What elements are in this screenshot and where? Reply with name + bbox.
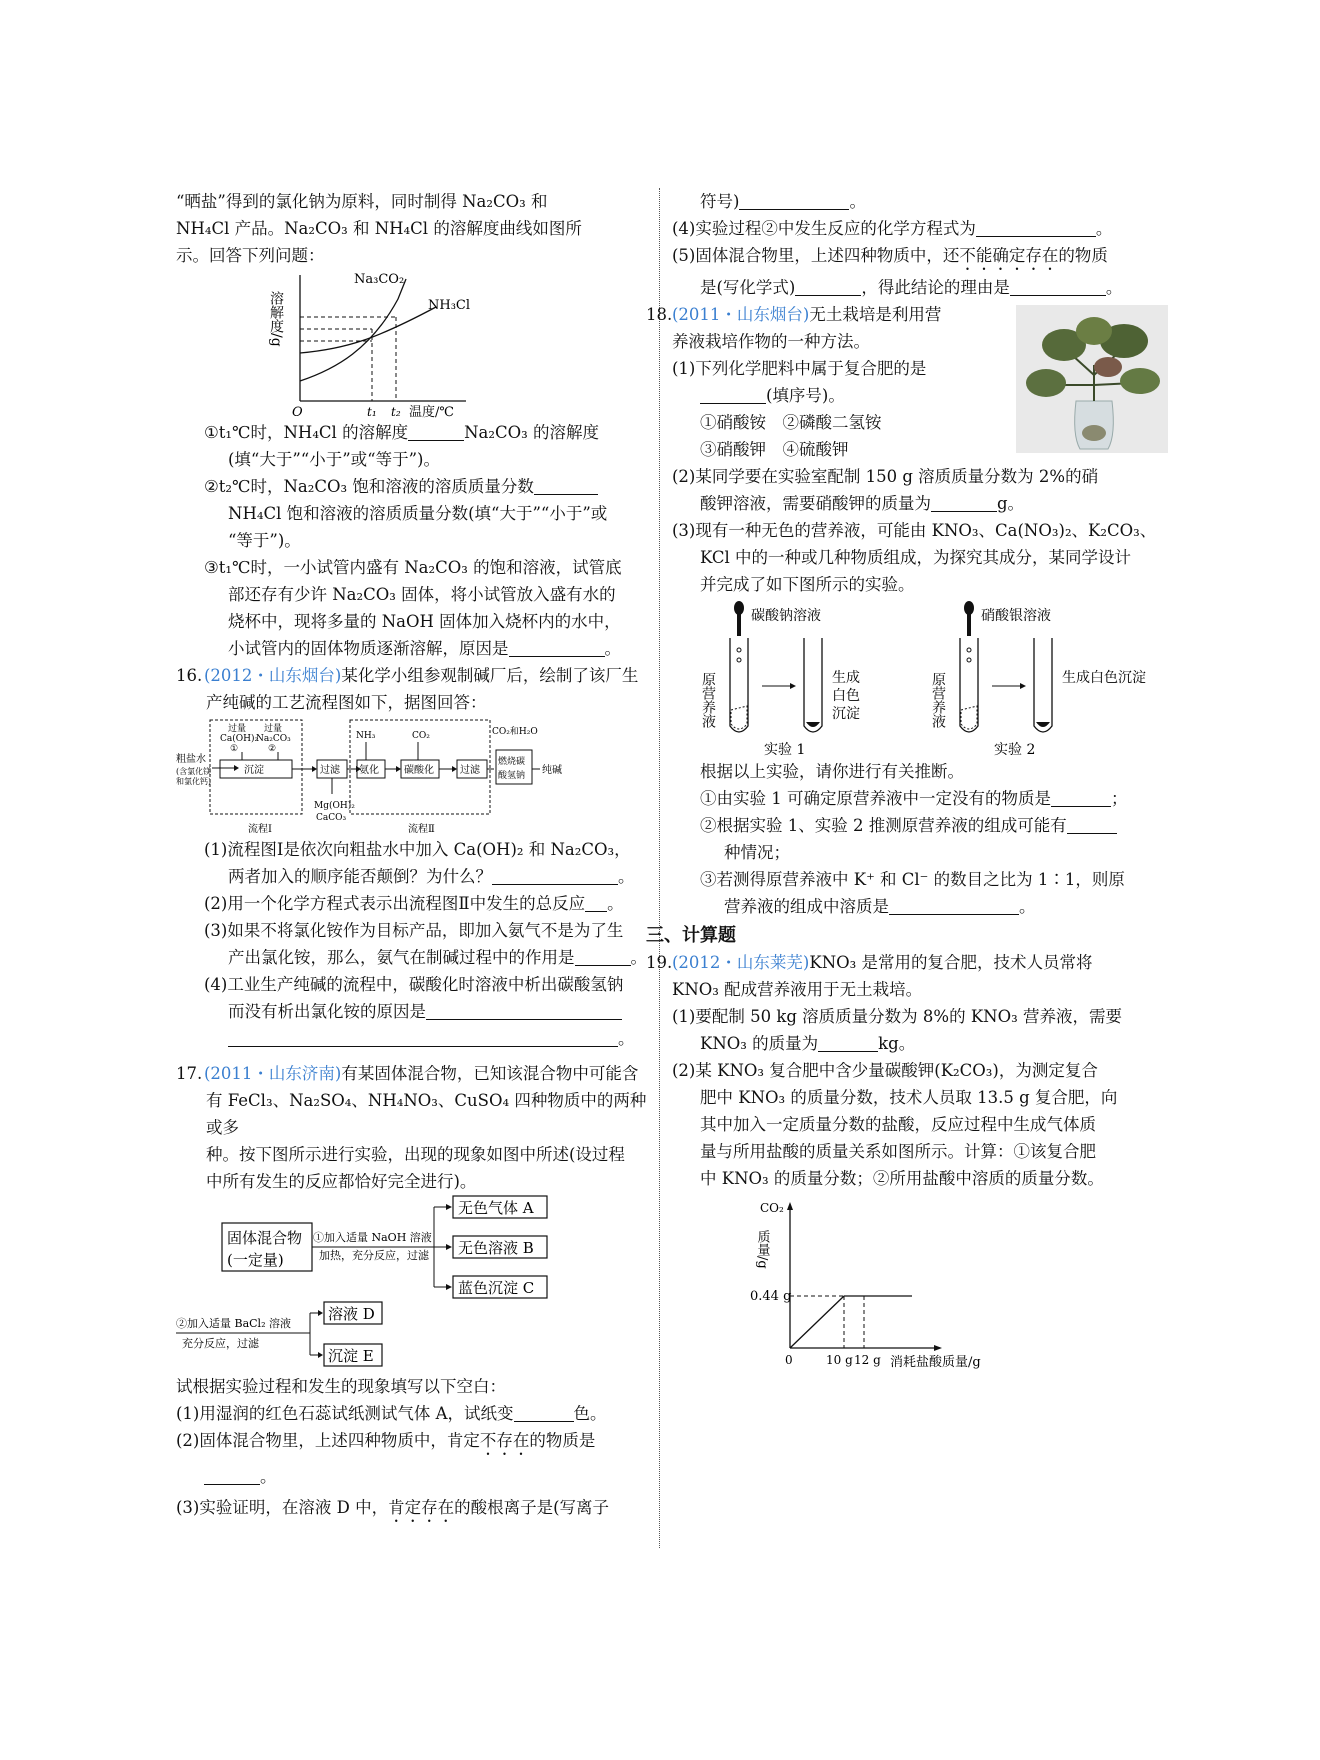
q16-4: 而没有析出氯化铵的原因是 [176,998,650,1025]
answer-blank[interactable] [514,1403,574,1422]
q17-5: 是(写化学式) ，得此结论的理由是 。 [700,278,1123,297]
svg-text:纯碱: 纯碱 [542,765,562,776]
q18-options: ①硝酸铵 ②磷酸二氢铵 [700,413,882,432]
svg-text:粗盐水: 粗盐水 [176,754,206,765]
q18-i2: ②根据实验 1、实验 2 推测原营养液的组成可能有 [672,812,1170,839]
production-flow-figure [176,716,650,836]
svg-text:消耗盐酸质量/g: 消耗盐酸质量/g [890,1355,981,1370]
q18-options: ③硝酸钾 ④硫酸钾 [700,440,849,459]
svg-text:0: 0 [785,1353,793,1367]
question-source: (2012・山东莱芜) [672,953,810,972]
q15-2b: NH₄Cl 饱和溶液的溶质质量分数(填“大于”“小于”或 [228,504,608,523]
question-source: (2011・山东济南) [204,1064,342,1083]
q19-2: (2)某 KNO₃ 复合肥中含少量碳酸钾(K₂CO₃)，为测定复合 [672,1061,1098,1080]
svg-text:沉淀 E: 沉淀 E [328,1347,374,1365]
question-number: 16. [176,666,203,685]
intro-line: “晒盐”得到的氯化钠为原料，同时制得 Na₂CO₃ 和 [176,192,548,211]
question-number: 17. [176,1064,203,1083]
q19-2: 其中加入一定质量分数的盐酸，反应过程中生成气体质 [700,1115,1096,1134]
svg-text:过量: 过量 [228,724,247,734]
q15-3: 小试管内的固体物质逐渐溶解，原因是 。 [228,639,621,658]
answer-blank[interactable] [509,638,605,657]
svg-text:CO₂和H₂O: CO₂和H₂O [492,727,538,737]
svg-text:蓝色沉淀 C: 蓝色沉淀 C [458,1279,535,1297]
series-label-b: NH₃Cl [428,298,471,313]
answer-blank[interactable] [204,1466,260,1485]
svg-text:实验 1: 实验 1 [764,742,806,758]
q19-stem: 19.(2012・山东莱芜)KNO₃ 是常用的复合肥，技术人员常将 [646,949,1170,976]
svg-text:沉淀: 沉淀 [244,765,264,776]
answer-blank[interactable] [1051,788,1111,807]
answer-blank[interactable] [228,1028,618,1047]
answer-blank[interactable] [492,866,618,885]
answer-blank[interactable] [976,218,1096,237]
q16-4: (4)工业生产纯碱的流程中，碳酸化时溶液中析出碳酸氢钠 [204,975,624,994]
solubility-curve-figure [176,269,650,419]
q19-2: 肥中 KNO₃ 的质量分数，技术人员取 13.5 g 复合肥，向 [700,1088,1118,1107]
section-heading: 三、计算题 [646,925,736,946]
q18-i3: 营养液的组成中溶质是 。 [724,897,1036,916]
q16-stem: 16. (2012・山东烟台)某化学小组参观制碱厂后，绘制了该厂生 [176,662,650,689]
svg-text:碳酸化: 碳酸化 [404,765,434,776]
q17-4: (4)实验过程②中发生反应的化学方程式为 。 [672,219,1113,238]
svg-text:①加入适量 NaOH 溶液: ①加入适量 NaOH 溶液 [313,1231,432,1244]
q18-3: 并完成了如下图所示的实验。 [700,575,915,594]
q15-1c: (填“大于”“小于”或“等于”)。 [228,450,440,469]
nh4cl-curve [300,307,436,353]
q18-1: (填序号)。 [672,382,1170,409]
svg-text:白色: 白色 [832,688,860,704]
answer-blank[interactable] [795,277,861,296]
svg-text:(一定量): (一定量) [227,1251,284,1269]
svg-text:沉淀: 沉淀 [832,706,860,722]
svg-text:流程Ⅰ: 流程Ⅰ [248,824,272,835]
answer-blank[interactable] [700,385,766,404]
intro-line: NH₄Cl 产品。Na₂CO₃ 和 NH₄Cl 的溶解度曲线如图所 [176,219,582,238]
svg-text:和氯化钙): 和氯化钙) [176,777,212,786]
q17-3: (3)实验证明，在溶液 D 中，肯定存在的酸根离子是(写离子 [176,1498,610,1517]
q18-i3: ③若测得原营养液中 K⁺ 和 Cl⁻ 的数目之比为 1∶1，则原 [700,870,1125,889]
svg-text:原营养液: 原营养液 [930,672,946,728]
left-column [176,188,650,1526]
svg-text:生成白色沉淀: 生成白色沉淀 [1062,670,1146,686]
svg-text:过滤: 过滤 [320,765,340,776]
series-label-a: Na₃CO₂ [354,272,405,287]
q19-1: (1)要配制 50 kg 溶质质量分数为 8%的 KNO₃ 营养液，需要 [672,1007,1122,1026]
svg-text:充分反应，过滤: 充分反应，过滤 [182,1337,259,1350]
t1-label: t₁ [367,405,377,419]
answer-blank[interactable] [426,1001,622,1020]
y-axis-label: 溶解度/g [268,291,284,347]
svg-text:过滤: 过滤 [460,765,480,776]
q16-3: (3)如果不将氯化铵作为目标产品，即加入氨气不是为了生 [204,921,624,940]
question-number: 19. [646,953,673,972]
svg-text:无色溶液 B: 无色溶液 B [458,1239,534,1257]
q17-2: (2)固体混合物里，上述四种物质中，肯定不存在的物质是 [176,1431,596,1450]
svg-text:CO₂: CO₂ [412,731,430,741]
svg-text:燃烧碳: 燃烧碳 [498,757,526,767]
svg-text:固体混合物: 固体混合物 [227,1229,303,1247]
q16-1: 两者加入的顺序能否颠倒？为什么？ 。 [228,867,635,886]
t2-label: t₂ [391,405,401,419]
svg-text:10 g: 10 g [826,1353,853,1367]
q19-2: 中 KNO₃ 的质量分数；②所用盐酸中溶质的质量分数。 [700,1169,1104,1188]
origin-label: O [292,405,303,419]
q15-2c: “等于”)。 [228,531,301,550]
question-number: 18. [646,305,673,324]
q17-1: (1)用湿润的红色石蕊试纸测试气体 A，试纸变 色。 [176,1404,607,1423]
answer-blank[interactable] [575,947,631,966]
svg-text:0.44 g: 0.44 g [750,1289,792,1304]
svg-text:12 g: 12 g [854,1353,881,1367]
q17-3-cont: 符号) 。 [700,192,866,211]
q19-stem: KNO₃ 配成营养液用于无土栽培。 [672,980,923,999]
answer-blank[interactable] [818,1033,878,1052]
question-source: (2011・山东烟台) [672,305,810,324]
q18-inference: 根据以上实验，请你进行有关推断。 [700,762,964,781]
svg-text:流程Ⅱ: 流程Ⅱ [408,824,435,835]
experiment-flow-figure [176,1195,650,1367]
answer-blank[interactable] [739,191,849,210]
svg-text:酸氢钠: 酸氢钠 [498,771,526,781]
q16-4: 。 [176,1025,650,1052]
question-source: (2012・山东烟台) [204,666,342,685]
svg-text:②加入适量 BaCl₂ 溶液: ②加入适量 BaCl₂ 溶液 [176,1317,291,1330]
q15-1: ①t₁℃时，NH₄Cl 的溶解度 Na₂CO₃ 的溶解度 [204,423,599,442]
svg-text:Ca(OH)₂: Ca(OH)₂ [220,734,259,744]
intro-line: 示。回答下列问题： [176,246,325,265]
svg-text:原营养液: 原营养液 [700,672,716,728]
q15-2: ②t₂℃时，Na₂CO₃ 饱和溶液的溶质质量分数 [176,473,650,500]
answer-blank[interactable] [534,476,598,495]
svg-text:Mg(OH)₂: Mg(OH)₂ [314,801,355,811]
q15-3: 部还存有少许 Na₂CO₃ 固体，将小试管放入盛有水的 [228,585,616,604]
svg-text:CaCO₃: CaCO₃ [316,813,347,823]
svg-text:(含氯化镁: (含氯化镁 [176,767,212,776]
q17-stem: 有 FeCl₃、Na₂SO₄、NH₄NO₃、CuSO₄ 四种物质中的两种或多 [206,1091,647,1137]
q19-2: 量与所用盐酸的质量关系如图所示。计算：①该复合肥 [700,1142,1096,1161]
answer-blank[interactable] [889,896,1019,915]
test-tube-experiment-figure [672,598,1170,758]
q18-2: 酸钾溶液，需要硝酸钾的质量为 g。 [700,494,1025,513]
hydroponic-plant-photo [1016,305,1168,453]
q16-2: (2)用一个化学方程式表示出流程图Ⅱ中发生的总反应 。 [204,894,624,913]
q17-stem: 种。按下图所示进行实验，出现的现象如图中所述(设过程 [206,1145,625,1164]
svg-text:CO₂: CO₂ [760,1201,784,1215]
q17-stem: 中所有发生的反应都恰好完全进行)。 [206,1172,477,1191]
q17-instruction: 试根据实验过程和发生的现象填写以下空白： [176,1377,506,1396]
q15-3: 烧杯中，现将多量的 NaOH 固体加入烧杯内的水中， [228,612,621,631]
q16-3: 产出氯化铵，那么，氨气在制碱过程中的作用是 。 [228,948,647,967]
svg-text:实验 2: 实验 2 [994,742,1036,758]
graph-line [790,1296,844,1348]
svg-text:过量: 过量 [264,724,283,734]
q18-i1: ①由实验 1 可确定原营养液中一定没有的物质是 ； [700,789,1128,808]
svg-text:②: ② [268,744,277,754]
answer-blank[interactable] [408,422,464,441]
q19-1: KNO₃ 的质量为 kg。 [700,1034,916,1053]
svg-text:碳酸钠溶液: 碳酸钠溶液 [751,608,821,624]
q17-5: (5)固体混合物里，上述四种物质中，还不能确定存在的物质 [672,246,1108,265]
x-axis-label: 温度/℃ [409,405,454,419]
answer-blank[interactable] [1010,277,1106,296]
q18-3: (3)现有一种无色的营养液，可能由 KNO₃、Ca(NO₃)₂、K₂CO₃、 [672,521,1157,540]
svg-text:加热，充分反应，过滤: 加热，充分反应，过滤 [319,1249,429,1262]
q18-1: (1)下列化学肥料中属于复合肥的是 [672,359,927,378]
q18-3: KCl 中的一种或几种物质组成，为探究其成分，某同学设计 [700,548,1132,567]
column-divider [659,188,660,1548]
svg-text:NH₃: NH₃ [356,731,376,741]
q16-1: (1)流程图Ⅰ是依次向粗盐水中加入 Ca(OH)₂ 和 Na₂CO₃， [204,840,631,859]
answer-blank[interactable] [585,893,607,912]
svg-text:氨化: 氨化 [359,765,379,776]
svg-text:硝酸银溶液: 硝酸银溶液 [981,608,1051,624]
q16-stem: 产纯碱的工艺流程图如下，据图回答： [206,693,487,712]
q18-2: (2)某同学要在实验室配制 150 g 溶质质量分数为 2%的硝 [672,467,1099,486]
q17-2: 。 [176,1463,650,1490]
q18-stem: 18.(2011・山东烟台)无土栽培是利用营 [646,301,1170,328]
svg-text:生成: 生成 [832,670,860,686]
svg-text:Na₂CO₃: Na₂CO₃ [256,734,291,744]
q17-stem: 17. (2011・山东济南)有某固体混合物，已知该混合物中可能含 [176,1060,650,1087]
svg-text:①: ① [230,744,239,754]
svg-text:质量/g: 质量/g [754,1230,770,1269]
q18-i2: 种情况； [724,843,790,862]
q18-stem: 养液栽培作物的一种方法。 [672,332,870,351]
svg-text:无色气体 A: 无色气体 A [458,1199,534,1217]
co2-mass-graph [672,1198,1170,1370]
answer-blank[interactable] [1067,815,1117,834]
answer-blank[interactable] [931,493,997,512]
q15-3: ③t₁℃时，一小试管内盛有 Na₂CO₃ 的饱和溶液，试管底 [204,558,622,577]
svg-text:溶液 D: 溶液 D [328,1305,375,1323]
